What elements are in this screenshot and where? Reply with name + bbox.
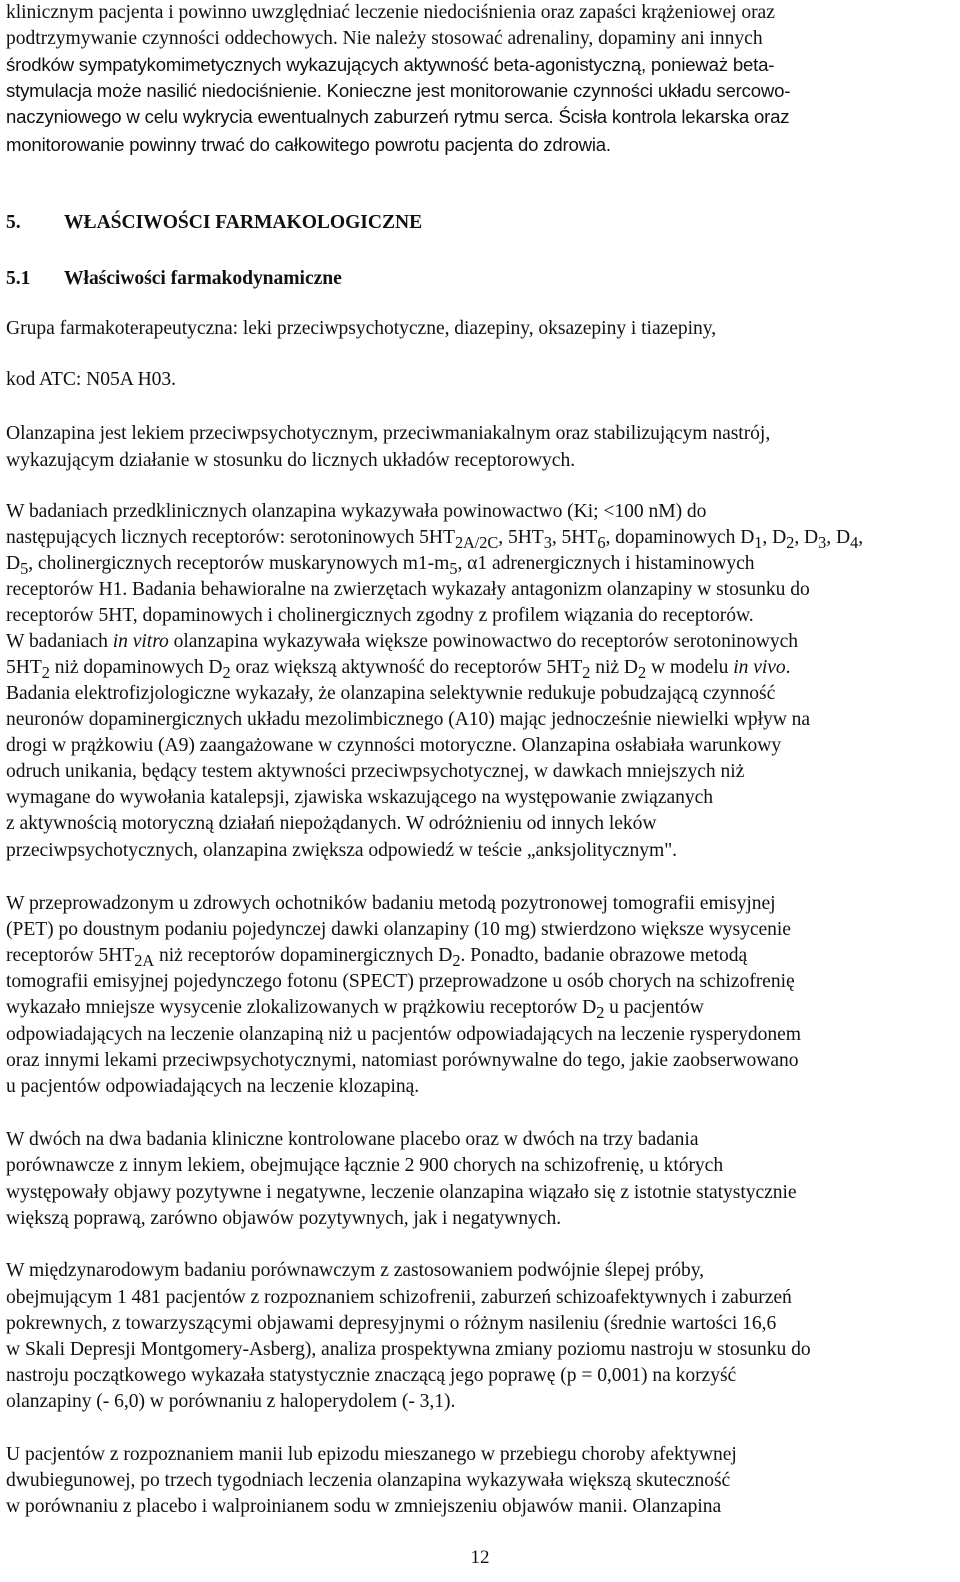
- text-line: monitorowanie powinny trwać do całkowitego powrotu pacjenta do zdrowia.: [6, 134, 611, 155]
- text-line: receptorów H1. Badania behawioralne na zwierzętach wykazały antagonizm olanzapiny w stosunku do: [6, 579, 810, 600]
- text-line: obejmującym 1 481 pacjentów z rozpoznaniem schizofrenii, zaburzeń schizoafektywnych i zaburzeń: [6, 1287, 792, 1308]
- text-line: odruch unikania, będący testem aktywności przeciwpsychotycznej, w dawkach mniejszych niż: [6, 761, 745, 782]
- text-line: U pacjentów z rozpoznaniem manii lub epizodu mieszanego w przebiegu choroby afektywnej: [6, 1444, 737, 1465]
- text-line: Olanzapina jest lekiem przeciwpsychotycznym, przeciwmaniakalnym oraz stabilizującym nastrój,: [6, 423, 771, 444]
- subsection-title: Właściwości farmakodynamiczne: [64, 268, 342, 289]
- text-line: z aktywnością motoryczną działań niepożądanych. W odróżnieniu od innych leków: [6, 813, 657, 834]
- text-line: tomografii emisyjnej pojedynczego fotonu (SPECT) przeprowadzone u osób chorych na schizofrenię: [6, 971, 795, 992]
- text-line: pokrewnych, z towarzyszącymi objawami depresyjnymi o różnym nasileniu (średnie wartości 16,6: [6, 1313, 777, 1334]
- text-line: W dwóch na dwa badania kliniczne kontrolowane placebo oraz w dwóch na trzy badania: [6, 1129, 699, 1150]
- text-line: neuronów dopaminergicznych układu mezolimbicznego (A10) mając jednocześnie niewielki wpływ na: [6, 709, 811, 730]
- text-line: przeciwpsychotycznych, olanzapina zwiększa odpowiedź w teście „anksjolitycznym".: [6, 840, 678, 861]
- text-line: dwubiegunowej, po trzech tygodniach leczenia olanzapina wykazywała większą skuteczność: [6, 1470, 731, 1491]
- text-line: W badaniach in vitro olanzapina wykazywała większe powinowactwo do receptorów serotoninowych: [6, 631, 798, 652]
- text-line: w porównaniu z placebo i walproinianem sodu w zmniejszeniu objawów manii. Olanzapina: [6, 1496, 722, 1517]
- text-line: oraz innymi lekami przeciwpsychotycznymi, natomiast porównywalne do tego, jakie zaobserwowano: [6, 1050, 799, 1071]
- text-line: wykazało mniejsze wysycenie zlokalizowanych w prążkowiu receptorów $D_2$ u pacjentów: [6, 997, 704, 1022]
- text-line: występowały objawy pozytywne i negatywne, leczenie olanzapina wiązało się z istotnie statystycznie: [6, 1182, 797, 1203]
- page-number: 12: [470, 1547, 490, 1568]
- text-line: receptorów $5HT_{2A}$ niż receptorów dopaminergicznych $D_2$. Ponadto, badanie obrazowe metodą: [6, 945, 748, 970]
- text-line: u pacjentów odpowiadających na leczenie klozapiną.: [6, 1076, 420, 1097]
- text-line: olanzapiny (- 6,0) w porównaniu z haloperydolem (- 3,1).: [6, 1391, 456, 1412]
- section-number: 5.: [6, 212, 21, 233]
- text-line: podtrzymywanie czynności oddechowych. Nie należy stosować adrenaliny, dopaminy ani innych: [6, 28, 763, 49]
- text-line: $5HT_2$ niż dopaminowych $D_2$ oraz większą aktywność do receptorów $5HT_2$ niż $D_2$ w modelu in vivo.: [6, 657, 791, 682]
- text-line: W przeprowadzonym u zdrowych ochotników badaniu metodą pozytronowej tomografii emisyjnej: [6, 893, 776, 914]
- text-line: drogi w prążkowiu (A9) zaangażowane w czynności motoryczne. Olanzapina osłabiała warunkowy: [6, 735, 782, 756]
- section-title: WŁAŚCIWOŚCI FARMAKOLOGICZNE: [64, 212, 423, 233]
- text-line: w Skali Depresji Montgomery-Asberg), analiza prospektywna zmiany poziomu nastroju w stosunku do: [6, 1339, 811, 1360]
- text-line: porównawcze z innym lekiem, obejmujące łącznie 2 900 chorych na schizofrenię, u których: [6, 1155, 724, 1176]
- text-line: Grupa farmakoterapeutyczna: leki przeciwpsychotyczne, diazepiny, oksazepiny i tiazepiny,: [6, 318, 717, 339]
- text-line: środków sympatykomimetycznych wykazujących aktywność beta-agonistyczną, ponieważ beta-: [6, 54, 775, 75]
- text-line: $D_5$, cholinergicznych receptorów muskarynowych $m1-m_5$, α1 adrenergicznych i histaminowych: [6, 553, 755, 578]
- text-line: stymulacja może nasilić niedociśnienie. Konieczne jest monitorowanie czynności układu sercowo-: [6, 80, 791, 101]
- subsection-number: 5.1: [6, 268, 31, 289]
- section-heading: [6, 212, 422, 234]
- text-line: odpowiadających na leczenie olanzapiną niż u pacjentów odpowiadających na leczenie rysperydonem: [6, 1024, 801, 1045]
- text-line: wymagane do wywołania katalepsji, zjawiska wskazującego na występowanie związanych: [6, 787, 713, 808]
- text-line: naczyniowego w celu wykrycia ewentualnych zaburzeń rytmu serca. Ścisła kontrola lekarska oraz: [6, 106, 790, 127]
- text-line: receptorów 5HT, dopaminowych i cholinergicznych zgodny z profilem wiązania do receptorów.: [6, 605, 754, 626]
- text-line: następujących licznych receptorów: serotoninowych $5HT_{2A/2C}$, $5HT_3$, $5HT_6$, dopaminowych $D_1$, $D_2$, $D_3$, $D_4$,: [6, 527, 864, 552]
- text-line: W międzynarodowym badaniu porównawczym z zastosowaniem podwójnie ślepej próby,: [6, 1260, 705, 1281]
- subsection-heading: [6, 268, 342, 290]
- text-line: nastroju początkowego wykazała statystycznie znaczącą jego poprawę (p = 0,001) na korzyść: [6, 1365, 737, 1386]
- text-line: Badania elektrofizjologiczne wykazały, że olanzapina selektywnie redukuje pobudzającą czynność: [6, 683, 776, 704]
- text-line: wykazującym działanie w stosunku do licznych układów receptorowych.: [6, 450, 576, 471]
- text-line: W badaniach przedklinicznych olanzapina wykazywała powinowactwo (Ki; <100 nM) do: [6, 501, 707, 522]
- text-line: kod ATC: N05A H03.: [6, 369, 177, 390]
- text-line: klinicznym pacjenta i powinno uwzględniać leczenie niedociśnienia oraz zapaści krążeniowej oraz: [6, 2, 775, 23]
- text-line: większą poprawą, zarówno objawów pozytywnych, jak i negatywnych.: [6, 1208, 562, 1229]
- text-line: (PET) po doustnym podaniu pojedynczej dawki olanzapiny (10 mg) stwierdzono większe wysycenie: [6, 919, 791, 940]
